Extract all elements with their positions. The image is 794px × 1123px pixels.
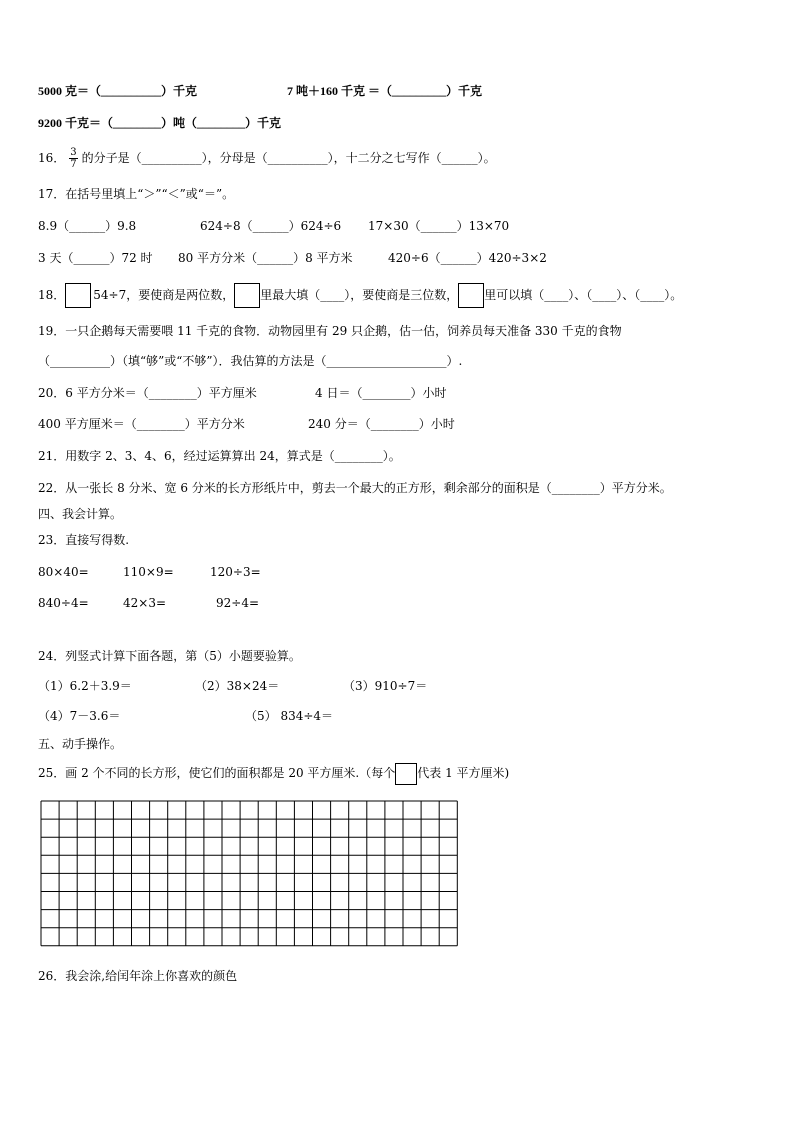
q22: 22．从一张长 8 分米、宽 6 分米的长方形纸片中，剪去一个最大的正方形，剩余部分的面积是（________）平方分米。 bbox=[38, 481, 672, 495]
section-4-heading: 四、我会计算。 bbox=[38, 507, 123, 521]
q24-row2-a: （4）7－3.6＝ bbox=[38, 709, 121, 723]
q20-c: 400 平方厘米＝（________）平方分米 bbox=[38, 417, 245, 431]
q20-a: 20．6 平方分米＝（________）平方厘米 bbox=[38, 386, 257, 400]
q16-text: 的分子是（__________），分母是（__________），十二分之七写作（______）。 bbox=[81, 151, 496, 165]
q16 bbox=[38, 144, 496, 172]
q20-b: 4 日＝（________）小时 bbox=[315, 386, 447, 400]
q23-row2-c: 92÷4= bbox=[216, 596, 260, 610]
q17-row1-a: 8.9（______）9.8 bbox=[38, 219, 137, 233]
fraction-3-7 bbox=[69, 147, 77, 170]
q17-row2-c: 420÷6（______）420÷3×2 bbox=[388, 251, 547, 265]
q24-row2-b: （5） 834÷4＝ bbox=[245, 709, 334, 723]
q18-number: 18． bbox=[38, 288, 66, 302]
q15-line2: 9200 千克＝（________）吨（________）千克 bbox=[38, 116, 282, 130]
section-5-heading: 五、动手操作。 bbox=[38, 737, 123, 751]
q24-prompt: 24．列竖式计算下面各题，第（5）小题要验算。 bbox=[38, 649, 301, 663]
fraction-denominator: 7 bbox=[70, 159, 77, 170]
q17-row2-a: 3 天（______）72 时 bbox=[38, 251, 153, 265]
q24-row1-c: （3）910÷7＝ bbox=[343, 679, 428, 693]
q23-row2-a: 840÷4= bbox=[38, 596, 89, 610]
fraction-numerator: 3 bbox=[70, 147, 77, 158]
q23-row1-b: 110×9= bbox=[123, 565, 174, 579]
q19-line2: （__________）（填“够”或“不够”）．我估算的方法是（____________________）. bbox=[38, 354, 463, 368]
q23-row2-b: 42×3= bbox=[123, 596, 167, 610]
unit-square-box bbox=[395, 763, 417, 785]
q17-row1-c: 17×30（______）13×70 bbox=[368, 219, 510, 233]
q19-line1: 19．一只企鹅每天需要喂 11 千克的食物．动物园里有 29 只企鹅，估一估，饲养员每天准备 330 千克的食物 bbox=[38, 324, 622, 338]
q15-line1-a: 5000 克＝（__________）千克 bbox=[38, 84, 198, 98]
blank-box[interactable] bbox=[458, 283, 484, 308]
q15-line1-b: 7 吨＋160 千克 ＝（_________）千克 bbox=[287, 84, 483, 98]
q23-prompt: 23．直接写得数. bbox=[38, 533, 130, 547]
q26: 26．我会涂,给闰年涂上你喜欢的颜色 bbox=[38, 969, 238, 983]
blank-box[interactable] bbox=[234, 283, 260, 308]
q17-prompt: 17．在括号里填上“＞”“＜”或“＝”。 bbox=[38, 187, 235, 201]
drawing-grid[interactable] bbox=[40, 800, 460, 954]
q25-text-b: 代表 1 平方厘米) bbox=[417, 766, 510, 780]
q17-row1-b: 624÷8（______）624÷6 bbox=[200, 219, 342, 233]
q23-row1-a: 80×40= bbox=[38, 565, 89, 579]
blank-box[interactable] bbox=[65, 283, 91, 308]
q20-d: 240 分＝（________）小时 bbox=[308, 417, 455, 431]
q17-row2-b: 80 平方分米（______）8 平方米 bbox=[178, 251, 353, 265]
q21: 21．用数字 2、3、4、6，经过运算算出 24，算式是（________）。 bbox=[38, 449, 401, 463]
q18-text-a: 54÷7，要使商是两位数， bbox=[93, 288, 235, 302]
q18-text-c: 里可以填（____）、（____）、（____）。 bbox=[484, 288, 683, 302]
q24-row1-b: （2）38×24＝ bbox=[195, 679, 280, 693]
q16-number: 16． bbox=[38, 151, 66, 165]
q18 bbox=[38, 281, 682, 309]
q25-text-a: 25．画 2 个不同的长方形，使它们的面积都是 20 平方厘米.（每个 bbox=[38, 766, 396, 780]
q18-text-b: 里最大填（____），要使商是三位数， bbox=[260, 288, 459, 302]
q23-row1-c: 120÷3= bbox=[210, 565, 261, 579]
q24-row1-a: （1）6.2＋3.9＝ bbox=[38, 679, 132, 693]
q25 bbox=[38, 761, 509, 785]
